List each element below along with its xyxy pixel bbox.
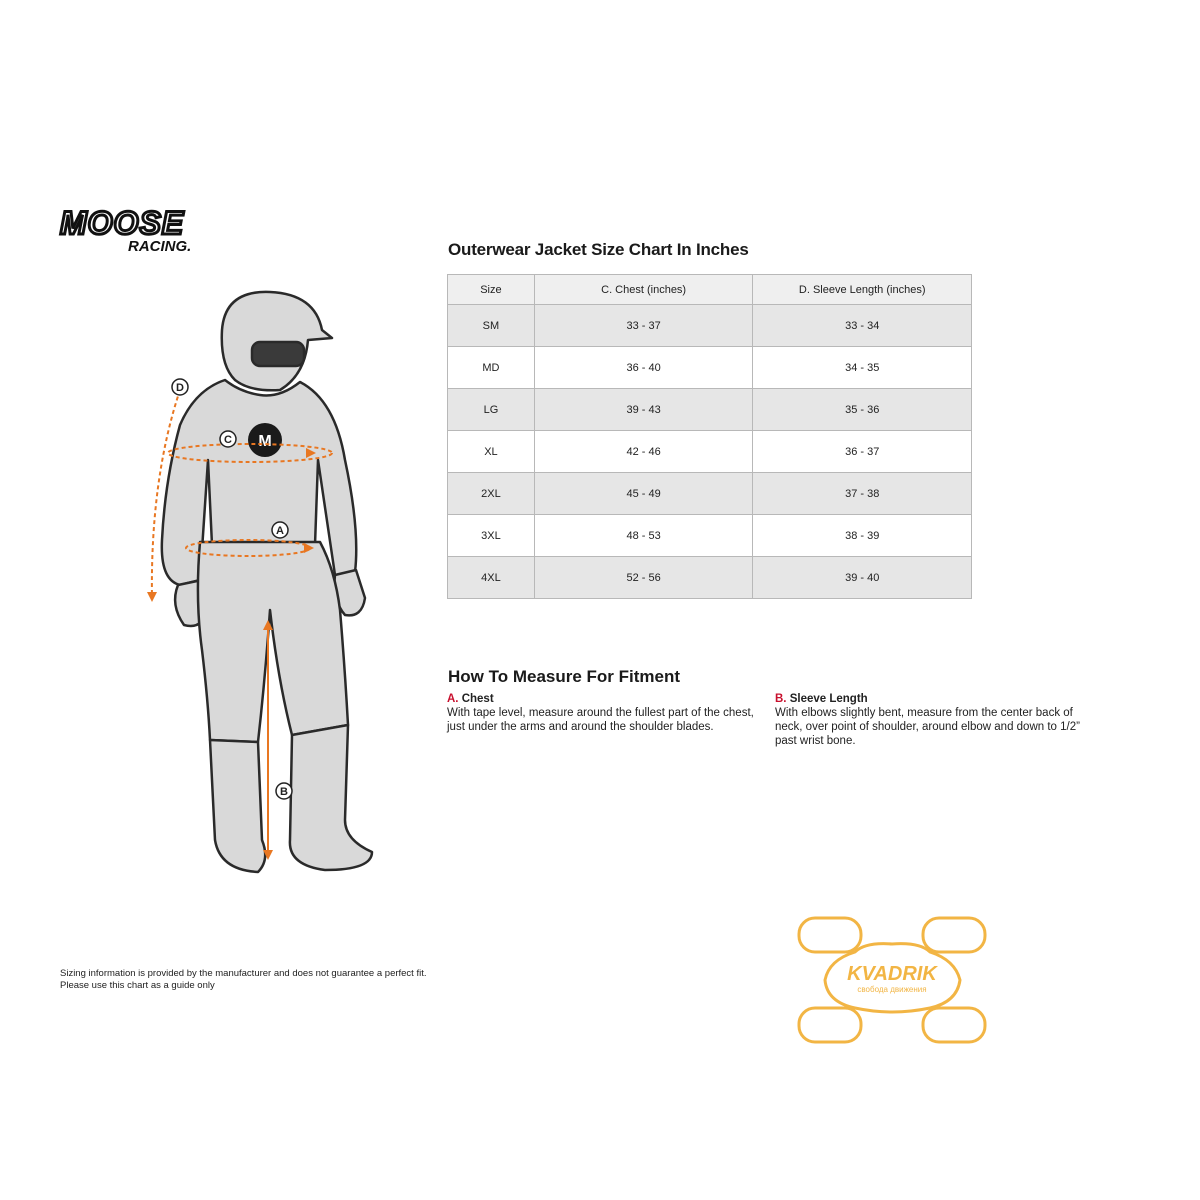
svg-text:M: M [258,433,272,450]
sleeve-cell: 39 - 40 [753,557,972,599]
sleeve-cell: 37 - 38 [753,473,972,515]
table-row [448,557,972,599]
chest-cell: 39 - 43 [534,389,753,431]
chest-cell: 36 - 40 [534,347,753,389]
header-size: Size [448,275,535,305]
sleeve-instructions [775,692,1085,748]
disclaimer [60,968,427,992]
disclaimer-line2: Please use this chart as a guide only [60,980,215,991]
marker-d: D [176,382,184,394]
sleeve-text: With elbows slightly bent, measure from the center back of neck, over point of shoulder, around elbow and down to 1/2” past wrist bone. [775,707,1080,747]
marker-a: A [276,525,284,537]
chest-letter: A. [447,693,459,705]
sleeve-cell: 35 - 36 [753,389,972,431]
chest-cell: 33 - 37 [534,305,753,347]
size-cell: 3XL [448,515,535,557]
size-cell: MD [448,347,535,389]
marker-c: C [224,434,232,446]
chest-heading-text: Chest [461,693,494,705]
kvadrik-watermark [795,912,990,1047]
sleeve-letter: B. [775,693,787,705]
sleeve-heading [775,692,1085,706]
chest-text: With tape level, measure around the fullest part of the chest, just under the arms and around the shoulder blades. [447,707,754,733]
sleeve-cell: 34 - 35 [753,347,972,389]
chest-cell: 42 - 46 [534,431,753,473]
rider-illustration [140,280,390,880]
size-cell: LG [448,389,535,431]
chest-cell: 52 - 56 [534,557,753,599]
logo-line2: RACING. [128,238,192,255]
sleeve-cell: 38 - 39 [753,515,972,557]
watermark-tagline: свобода движения [857,985,927,994]
chest-instructions [447,692,757,734]
marker-b: B [280,786,288,798]
measure-title: How To Measure For Fitment [448,667,681,686]
size-cell: SM [448,305,535,347]
size-chart-table [447,274,972,599]
sleeve-cell: 33 - 34 [753,305,972,347]
size-chart-title: Outerwear Jacket Size Chart In Inches [448,240,749,259]
header-chest: C. Chest (inches) [534,275,753,305]
size-cell: 2XL [448,473,535,515]
chest-cell: 45 - 49 [534,473,753,515]
table-row [448,347,972,389]
disclaimer-line1: Sizing information is provided by the manufacturer and does not guarantee a perfect fit. [60,968,427,979]
size-cell: 4XL [448,557,535,599]
logo-line1: MOOSE [60,206,185,241]
table-row [448,473,972,515]
table-row [448,389,972,431]
sleeve-cell: 36 - 37 [753,431,972,473]
sleeve-heading-text: Sleeve Length [789,693,868,705]
header-sleeve: D. Sleeve Length (inches) [753,275,972,305]
moose-racing-logo [58,206,248,256]
table-row [448,431,972,473]
table-row [448,515,972,557]
table-row [448,305,972,347]
chest-cell: 48 - 53 [534,515,753,557]
watermark-brand: KVADRIK [847,963,937,985]
chest-heading [447,692,757,706]
size-cell: XL [448,431,535,473]
table-header-row [448,275,972,305]
